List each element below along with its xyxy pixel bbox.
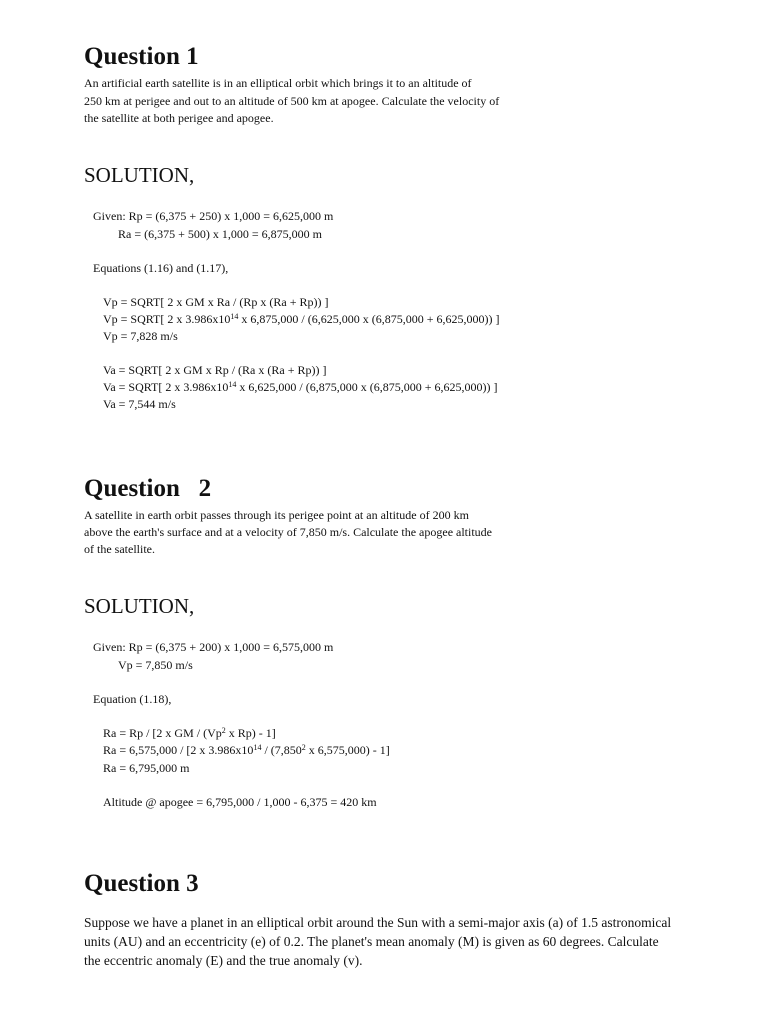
question-3-text-line-2: units (AU) and an eccentricity (e) of 0.2. The planet's mean anomaly (M) is given as 60 degrees. Calculate	[84, 934, 659, 949]
question-2-text-line-3: of the satellite.	[84, 542, 155, 556]
q1-va-substitution: Va = SQRT[ 2 x $3.986x10^{14}$ x 6,625,000 / (6,875,000 x (6,875,000 + 6,625,000)) ]	[103, 380, 498, 394]
q2-ra-result: Ra = 6,795,000 m	[103, 761, 190, 775]
question-3-heading: Question 3	[84, 870, 199, 897]
q2-given-rp: Given: Rp = (6,375 + 200) x 1,000 = 6,575,000 m	[93, 640, 334, 654]
question-2-solution-heading: SOLUTION,	[84, 594, 195, 618]
q2-equation-ref: Equation (1.18),	[93, 692, 172, 706]
question-1-heading: Question 1	[84, 43, 199, 70]
q2-ra-substitution: Ra = 6,575,000 / [2 x $3.986x10^{14} / (7,850^2$ x 6,575,000) - 1]	[103, 743, 390, 757]
q1-given-rp: Given: Rp = (6,375 + 250) x 1,000 = 6,625,000 m	[93, 209, 334, 223]
question-1-solution-heading: SOLUTION,	[84, 163, 195, 187]
question-3-text-line-3: the eccentric anomaly (E) and the true anomaly (v).	[84, 953, 363, 968]
question-2-heading: Question 2	[84, 475, 212, 502]
q1-vp-formula: Vp = SQRT[ 2 x GM x Ra / (Rp x (Ra + Rp)) ]	[103, 295, 329, 309]
q1-equations-ref: Equations (1.16) and (1.17),	[93, 261, 229, 275]
question-1-text-line-2: 250 km at perigee and out to an altitude of 500 km at apogee. Calculate the velocity of	[84, 94, 500, 108]
q1-va-result: Va = 7,544 m/s	[103, 397, 176, 411]
question-3-text-line-1: Suppose we have a planet in an elliptical orbit around the Sun with a semi-major axis (a) of 1.5 astronomical	[84, 915, 672, 930]
q1-va-formula: Va = SQRT[ 2 x GM x Rp / (Ra x (Ra + Rp)) ]	[103, 363, 327, 377]
question-1-text-line-1: An artificial earth satellite is in an elliptical orbit which brings it to an altitude of	[84, 76, 472, 90]
q2-ra-formula: Ra = Rp / [2 x GM / (Vp$^2$ x Rp) - 1]	[103, 726, 276, 740]
q1-vp-result: Vp = 7,828 m/s	[103, 329, 178, 343]
question-2-text-line-1: A satellite in earth orbit passes through its perigee point at an altitude of 200 km	[84, 508, 469, 522]
q1-vp-substitution: Vp = SQRT[ 2 x $3.986x10^{14}$ x 6,875,000 / (6,625,000 x (6,875,000 + 6,625,000)) ]	[103, 312, 500, 326]
question-2-text-line-2: above the earth's surface and at a velocity of 7,850 m/s. Calculate the apogee altitude	[84, 525, 493, 539]
question-1-text-line-3: the satellite at both perigee and apogee.	[84, 111, 274, 125]
q2-given-vp: Vp = 7,850 m/s	[118, 658, 193, 672]
q2-apogee-altitude: Altitude @ apogee = 6,795,000 / 1,000 - 6,375 = 420 km	[103, 795, 377, 809]
q1-given-ra: Ra = (6,375 + 500) x 1,000 = 6,875,000 m	[118, 227, 322, 241]
